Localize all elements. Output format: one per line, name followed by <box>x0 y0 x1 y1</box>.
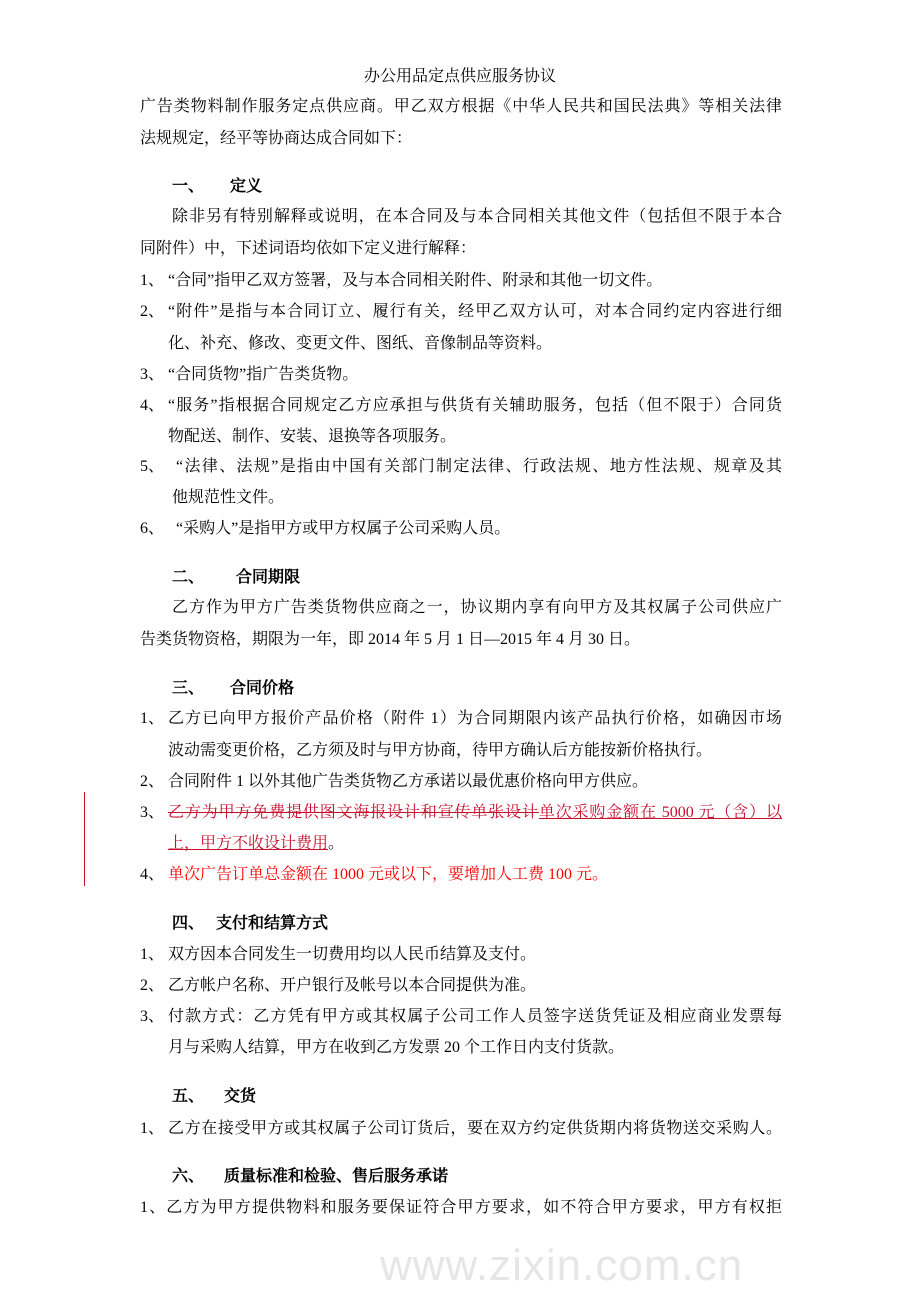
text-line: 定义 <box>230 178 263 195</box>
text-line: 合同附件 1 以外其他广告类货物乙方承诺以最优惠价格向甲方供应。 <box>168 773 649 790</box>
list-item <box>140 1005 782 1029</box>
list-number: 1、 <box>140 946 165 963</box>
text-line: 五、 <box>172 1088 205 1105</box>
text-line <box>140 832 782 856</box>
text-line: 单次广告订单总金额在 1000 元或以下，要增加人工费 100 元。 <box>168 866 609 883</box>
section-heading <box>172 1165 814 1189</box>
paragraph-line: 告类货物资格，期限为一年，即 2014 年 5 月 1 日—2015 年 4 月 30 日。 <box>140 631 641 648</box>
list-item <box>140 974 782 998</box>
text-line: “服务”指根据合同规定乙方应承担与供货有关辅助服务，包括（但不限于）合同货 <box>168 397 782 414</box>
list-number: 3、 <box>140 1008 165 1025</box>
text-line <box>168 801 782 825</box>
intro-line: 法规规定，经平等协商达成合同如下： <box>140 130 413 147</box>
paragraph-line: 1、乙方为甲方提供物料和服务要保证符合甲方要求，如不符合甲方要求，甲方有权拒 <box>140 1199 782 1216</box>
list-item <box>140 707 782 731</box>
text-line: 乙方在接受甲方或其权属子公司订货后，要在双方约定供货期内将货物送交采购人。 <box>168 1120 782 1137</box>
text-line: 质量标准和检验、售后服务承诺 <box>224 1168 449 1185</box>
deleted-text: 乙方为甲方免费提供图文海报设计和宣传单张设计 <box>168 804 539 821</box>
section-heading <box>172 175 814 199</box>
text-line <box>140 739 782 763</box>
text-line <box>140 332 782 356</box>
text-line: 。 <box>328 835 345 852</box>
list-number: 2、 <box>140 773 165 790</box>
list-item <box>140 770 782 794</box>
text-line: 乙方已向甲方报价产品价格（附件 1）为合同期限内该产品执行价格，如确因市场 <box>168 710 782 727</box>
list-item <box>140 394 782 418</box>
paragraph-line: 同附件）中，下述词语均依如下定义进行解释： <box>140 240 477 257</box>
text-line: 六、 <box>172 1168 205 1185</box>
text-line: 二、 <box>172 569 205 586</box>
change-bar <box>84 792 85 886</box>
list-item-cont: 化、补充、修改、变更文件、图纸、音像制品等资料。 <box>168 335 553 352</box>
list-number: 4、 <box>140 397 165 414</box>
list-item <box>140 269 782 293</box>
text-line: 合同价格 <box>230 680 295 697</box>
inserted-text: 单次采购金额在 5000 元（含）以 <box>538 804 782 821</box>
list-item <box>140 517 782 541</box>
text-line: 三、 <box>172 680 205 697</box>
text-line <box>140 486 782 510</box>
paragraph-line: 除非另有特别解释或说明，在本合同及与本合同相关其他文件（包括但不限于本合 <box>172 208 782 225</box>
text-line: “附件”是指与本合同订立、履行有关，经甲乙双方认可，对本合同约定内容进行细 <box>168 303 782 320</box>
inserted-text: 上，甲方不收设计费用 <box>168 835 329 852</box>
list-item <box>140 1117 782 1141</box>
text-line <box>168 832 782 856</box>
intro-line: 广告类物料制作服务定点供应商。甲乙双方根据《中华人民共和国民法典》等相关法律 <box>140 98 782 115</box>
list-item-tracked <box>140 801 782 825</box>
list-item <box>140 455 782 479</box>
text-line: “采购人”是指甲方或甲方权属子公司采购人员。 <box>176 520 511 537</box>
list-number: 1、 <box>140 710 165 727</box>
list-item-cont: 物配送、制作、安装、退换等各项服务。 <box>168 428 457 445</box>
list-number: 2、 <box>140 977 165 994</box>
text-line: 交货 <box>224 1088 257 1105</box>
list-item <box>140 300 782 324</box>
section-heading <box>172 1085 814 1109</box>
list-item <box>140 363 782 387</box>
paragraph-line: 乙方作为甲方广告类货物供应商之一，协议期内享有向甲方及其权属子公司供应广 <box>172 599 782 616</box>
text-line <box>140 1036 782 1060</box>
page-header: 办公用品定点供应服务协议 <box>363 68 556 85</box>
section-heading <box>172 677 814 701</box>
list-number: 6、 <box>140 520 165 537</box>
text-line: “法律、法规”是指由中国有关部门制定法律、行政法规、地方性法规、规章及其 <box>176 458 782 475</box>
text-line: 支付和结算方式 <box>216 915 329 932</box>
list-number: 2、 <box>140 303 165 320</box>
list-number: 1、 <box>140 1120 165 1137</box>
text-line: 付款方式：乙方凭有甲方或其权属子公司工作人员签字送货凭证及相应商业发票每 <box>168 1008 782 1025</box>
text-line: 合同期限 <box>236 569 301 586</box>
text-line: 乙方帐户名称、开户银行及帐号以本合同提供为准。 <box>168 977 537 994</box>
section-heading <box>172 566 814 590</box>
list-number: 5、 <box>140 458 165 475</box>
text-line: 一、 <box>172 178 205 195</box>
section-heading <box>172 912 814 936</box>
list-item-cont: 他规范性文件。 <box>172 489 285 506</box>
list-number: 4、 <box>140 866 165 883</box>
text-line: “合同”指甲乙双方签署，及与本合同相关附件、附录和其他一切文件。 <box>168 272 663 289</box>
list-number: 3、 <box>140 366 165 383</box>
list-number: 1、 <box>140 272 165 289</box>
list-item-cont: 月与采购人结算，甲方在收到乙方发票 20 个工作日内支付货款。 <box>168 1039 625 1056</box>
list-item <box>140 863 782 887</box>
watermark: www.zixin.com.cn <box>380 1241 744 1290</box>
text-line: 四、 <box>172 915 205 932</box>
list-number: 3、 <box>140 804 165 821</box>
text-line <box>140 425 782 449</box>
text-line: “合同货物”指广告类货物。 <box>168 366 359 383</box>
text-line: 双方因本合同发生一切费用均以人民币结算及支付。 <box>168 946 537 963</box>
list-item-cont: 波动需变更价格，乙方须及时与甲方协商，待甲方确认后方能按新价格执行。 <box>168 742 713 759</box>
list-item <box>140 943 782 967</box>
